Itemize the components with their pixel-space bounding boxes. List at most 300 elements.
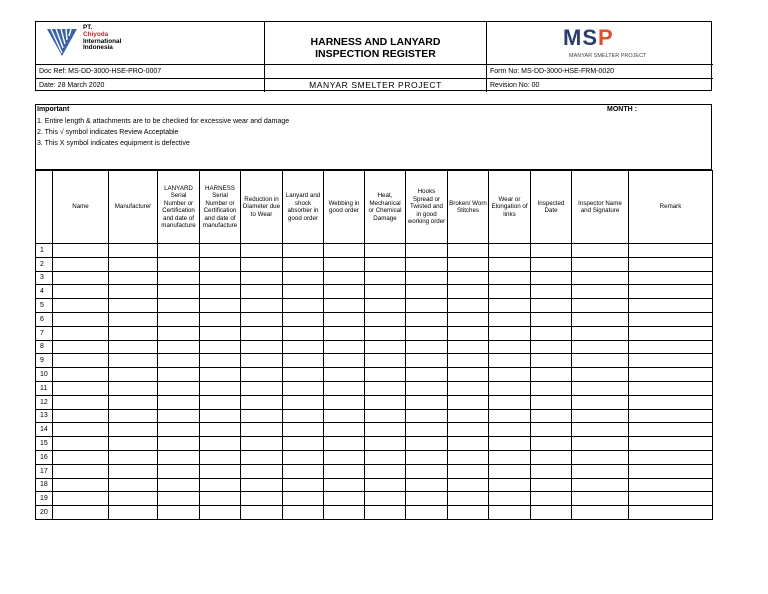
table-cell[interactable] [629, 409, 713, 423]
table-cell[interactable] [241, 326, 283, 340]
table-cell[interactable] [572, 257, 629, 271]
table-cell[interactable] [572, 450, 629, 464]
table-cell[interactable] [448, 244, 489, 258]
table-cell[interactable] [200, 423, 241, 437]
table-cell[interactable] [109, 409, 158, 423]
table-cell[interactable] [53, 354, 109, 368]
table-cell[interactable] [283, 368, 324, 382]
table-cell[interactable] [283, 478, 324, 492]
table-cell[interactable] [109, 395, 158, 409]
table-cell[interactable] [53, 437, 109, 451]
table-cell[interactable] [629, 492, 713, 506]
table-cell[interactable] [531, 381, 572, 395]
table-cell[interactable] [572, 244, 629, 258]
table-cell[interactable] [531, 409, 572, 423]
table-cell[interactable] [629, 271, 713, 285]
table-cell[interactable] [365, 381, 406, 395]
table-cell[interactable] [241, 450, 283, 464]
table-cell[interactable] [109, 271, 158, 285]
table-cell[interactable] [158, 271, 200, 285]
table-cell[interactable] [241, 492, 283, 506]
table-cell[interactable] [53, 423, 109, 437]
table-cell[interactable] [241, 464, 283, 478]
table-cell[interactable] [324, 340, 365, 354]
table-row [36, 368, 713, 382]
table-cell[interactable] [572, 312, 629, 326]
table-cell[interactable] [531, 326, 572, 340]
table-cell[interactable] [489, 271, 531, 285]
table-cell[interactable] [365, 285, 406, 299]
table-cell[interactable] [448, 506, 489, 520]
table-cell[interactable] [406, 450, 448, 464]
table-cell[interactable] [200, 257, 241, 271]
table-cell[interactable] [200, 271, 241, 285]
table-cell[interactable] [200, 464, 241, 478]
table-cell[interactable] [200, 395, 241, 409]
table-cell[interactable] [448, 271, 489, 285]
table-cell[interactable] [200, 381, 241, 395]
table-cell[interactable] [241, 423, 283, 437]
table-cell[interactable] [200, 437, 241, 451]
table-cell[interactable] [406, 312, 448, 326]
table-cell[interactable] [448, 409, 489, 423]
table-cell[interactable] [448, 299, 489, 313]
table-cell[interactable] [629, 450, 713, 464]
table-cell[interactable] [448, 478, 489, 492]
table-cell[interactable] [200, 368, 241, 382]
table-cell[interactable] [158, 437, 200, 451]
table-cell[interactable] [241, 271, 283, 285]
table-cell[interactable] [489, 478, 531, 492]
table-cell[interactable] [324, 506, 365, 520]
table-cell[interactable] [406, 285, 448, 299]
month-label: MONTH : [607, 106, 637, 113]
table-cell[interactable] [53, 492, 109, 506]
table-cell[interactable] [531, 244, 572, 258]
table-cell[interactable] [53, 257, 109, 271]
row-number: 3 [36, 271, 53, 285]
table-cell[interactable] [489, 299, 531, 313]
table-cell[interactable] [448, 354, 489, 368]
table-cell[interactable] [109, 423, 158, 437]
table-cell[interactable] [324, 423, 365, 437]
table-cell[interactable] [365, 257, 406, 271]
table-cell[interactable] [283, 271, 324, 285]
table-cell[interactable] [406, 271, 448, 285]
table-cell[interactable] [572, 271, 629, 285]
table-cell[interactable] [572, 409, 629, 423]
table-cell[interactable] [324, 395, 365, 409]
table-cell[interactable] [324, 271, 365, 285]
table-cell[interactable] [53, 368, 109, 382]
table-cell[interactable] [158, 299, 200, 313]
table-row [36, 381, 713, 395]
table-cell[interactable] [629, 312, 713, 326]
table-cell[interactable] [448, 492, 489, 506]
table-cell[interactable] [365, 437, 406, 451]
table-cell[interactable] [365, 312, 406, 326]
table-cell[interactable] [629, 340, 713, 354]
table-cell[interactable] [531, 478, 572, 492]
table-cell[interactable] [324, 285, 365, 299]
table-cell[interactable] [283, 340, 324, 354]
table-cell[interactable] [448, 285, 489, 299]
table-cell[interactable] [406, 340, 448, 354]
table-cell[interactable] [283, 354, 324, 368]
col-header-manufacturer: Manufacturer [109, 171, 158, 244]
table-cell[interactable] [572, 423, 629, 437]
table-cell[interactable] [324, 312, 365, 326]
company-logo-cell [36, 22, 265, 64]
table-cell[interactable] [365, 506, 406, 520]
table-cell[interactable] [572, 492, 629, 506]
table-cell[interactable] [572, 464, 629, 478]
table-cell[interactable] [158, 464, 200, 478]
table-cell[interactable] [53, 409, 109, 423]
table-cell[interactable] [448, 437, 489, 451]
table-cell[interactable] [489, 492, 531, 506]
table-cell[interactable] [53, 326, 109, 340]
table-cell[interactable] [365, 492, 406, 506]
table-cell[interactable] [324, 492, 365, 506]
table-cell[interactable] [572, 478, 629, 492]
table-cell[interactable] [365, 450, 406, 464]
table-cell[interactable] [531, 340, 572, 354]
table-cell[interactable] [406, 326, 448, 340]
table-cell[interactable] [572, 354, 629, 368]
table-cell[interactable] [489, 326, 531, 340]
table-cell[interactable] [406, 506, 448, 520]
table-cell[interactable] [241, 299, 283, 313]
table-cell[interactable] [406, 244, 448, 258]
table-cell[interactable] [53, 450, 109, 464]
table-cell[interactable] [489, 368, 531, 382]
table-cell[interactable] [448, 340, 489, 354]
table-cell[interactable] [448, 464, 489, 478]
table-cell[interactable] [109, 464, 158, 478]
table-cell[interactable] [572, 381, 629, 395]
table-cell[interactable] [200, 299, 241, 313]
table-body [36, 244, 713, 520]
table-cell[interactable] [531, 285, 572, 299]
table-cell[interactable] [53, 244, 109, 258]
table-cell[interactable] [448, 312, 489, 326]
table-cell[interactable] [629, 395, 713, 409]
table-cell[interactable] [489, 340, 531, 354]
table-cell[interactable] [448, 395, 489, 409]
table-cell[interactable] [283, 244, 324, 258]
table-cell[interactable] [324, 381, 365, 395]
table-cell[interactable] [158, 257, 200, 271]
table-cell[interactable] [158, 368, 200, 382]
table-cell[interactable] [629, 326, 713, 340]
table-cell[interactable] [241, 257, 283, 271]
table-cell[interactable] [531, 312, 572, 326]
table-cell[interactable] [283, 464, 324, 478]
table-cell[interactable] [489, 312, 531, 326]
table-cell[interactable] [109, 340, 158, 354]
table-cell[interactable] [629, 354, 713, 368]
table-cell[interactable] [448, 368, 489, 382]
table-cell[interactable] [365, 395, 406, 409]
table-cell[interactable] [283, 326, 324, 340]
table-cell[interactable] [109, 354, 158, 368]
table-cell[interactable] [53, 506, 109, 520]
table-cell[interactable] [406, 478, 448, 492]
table-cell[interactable] [53, 285, 109, 299]
table-cell[interactable] [531, 492, 572, 506]
table-cell[interactable] [365, 299, 406, 313]
table-cell[interactable] [158, 409, 200, 423]
row-number: 19 [36, 492, 53, 506]
table-cell[interactable] [406, 437, 448, 451]
table-cell[interactable] [200, 450, 241, 464]
table-cell[interactable] [406, 409, 448, 423]
table-cell[interactable] [200, 354, 241, 368]
table-cell[interactable] [53, 340, 109, 354]
table-cell[interactable] [572, 340, 629, 354]
table-cell[interactable] [200, 244, 241, 258]
table-cell[interactable] [324, 244, 365, 258]
table-row [36, 326, 713, 340]
row-number: 12 [36, 395, 53, 409]
table-cell[interactable] [365, 354, 406, 368]
table-cell[interactable] [241, 409, 283, 423]
table-cell[interactable] [109, 312, 158, 326]
table-cell[interactable] [365, 423, 406, 437]
table-cell[interactable] [109, 506, 158, 520]
table-cell[interactable] [109, 492, 158, 506]
table-cell[interactable] [324, 299, 365, 313]
table-cell[interactable] [109, 299, 158, 313]
table-cell[interactable] [448, 450, 489, 464]
table-cell[interactable] [489, 437, 531, 451]
table-cell[interactable] [531, 368, 572, 382]
table-cell[interactable] [406, 395, 448, 409]
table-cell[interactable] [448, 257, 489, 271]
table-cell[interactable] [629, 368, 713, 382]
table-cell[interactable] [283, 285, 324, 299]
msp-logo: MSP [563, 25, 614, 50]
table-cell[interactable] [109, 450, 158, 464]
table-cell[interactable] [324, 368, 365, 382]
table-cell[interactable] [489, 285, 531, 299]
table-cell[interactable] [283, 437, 324, 451]
table-cell[interactable] [53, 312, 109, 326]
table-cell[interactable] [365, 368, 406, 382]
table-cell[interactable] [283, 450, 324, 464]
table-cell[interactable] [109, 381, 158, 395]
table-cell[interactable] [406, 423, 448, 437]
table-cell[interactable] [283, 506, 324, 520]
table-cell[interactable] [241, 340, 283, 354]
table-cell[interactable] [109, 257, 158, 271]
table-cell[interactable] [531, 506, 572, 520]
table-cell[interactable] [109, 326, 158, 340]
table-cell[interactable] [572, 326, 629, 340]
table-cell[interactable] [200, 312, 241, 326]
document-header [35, 21, 712, 91]
table-cell[interactable] [489, 409, 531, 423]
table-cell[interactable] [531, 464, 572, 478]
table-cell[interactable] [406, 257, 448, 271]
table-cell[interactable] [489, 244, 531, 258]
table-cell[interactable] [572, 368, 629, 382]
table-cell[interactable] [531, 354, 572, 368]
table-cell[interactable] [200, 506, 241, 520]
table-cell[interactable] [365, 464, 406, 478]
table-cell[interactable] [53, 478, 109, 492]
table-cell[interactable] [406, 464, 448, 478]
table-cell[interactable] [365, 478, 406, 492]
table-cell[interactable] [109, 478, 158, 492]
table-cell[interactable] [629, 299, 713, 313]
table-cell[interactable] [531, 271, 572, 285]
table-cell[interactable] [406, 354, 448, 368]
table-cell[interactable] [283, 381, 324, 395]
col-header-diameter-reduction: Reduction in Diameter due to Wear [241, 171, 283, 244]
table-cell[interactable] [53, 271, 109, 285]
table-cell[interactable] [158, 506, 200, 520]
table-cell[interactable] [241, 478, 283, 492]
table-cell[interactable] [241, 285, 283, 299]
table-cell[interactable] [629, 506, 713, 520]
table-cell[interactable] [489, 423, 531, 437]
table-cell[interactable] [531, 299, 572, 313]
table-cell[interactable] [489, 506, 531, 520]
table-cell[interactable] [448, 326, 489, 340]
table-cell[interactable] [109, 368, 158, 382]
table-cell[interactable] [283, 423, 324, 437]
table-cell[interactable] [283, 299, 324, 313]
table-cell[interactable] [53, 381, 109, 395]
table-cell[interactable] [109, 285, 158, 299]
table-cell[interactable] [241, 354, 283, 368]
table-cell[interactable] [241, 437, 283, 451]
table-cell[interactable] [158, 492, 200, 506]
table-cell[interactable] [365, 340, 406, 354]
table-cell[interactable] [241, 395, 283, 409]
table-cell[interactable] [283, 409, 324, 423]
table-cell[interactable] [53, 464, 109, 478]
table-cell[interactable] [109, 244, 158, 258]
table-cell[interactable] [406, 381, 448, 395]
table-cell[interactable] [283, 395, 324, 409]
table-row [36, 285, 713, 299]
table-cell[interactable] [531, 437, 572, 451]
table-cell[interactable] [572, 395, 629, 409]
table-cell[interactable] [531, 257, 572, 271]
table-cell[interactable] [489, 381, 531, 395]
table-cell[interactable] [158, 340, 200, 354]
table-cell[interactable] [531, 450, 572, 464]
table-cell[interactable] [200, 285, 241, 299]
table-cell[interactable] [448, 423, 489, 437]
table-cell[interactable] [324, 257, 365, 271]
table-cell[interactable] [241, 381, 283, 395]
table-cell[interactable] [324, 478, 365, 492]
table-cell[interactable] [572, 285, 629, 299]
table-cell[interactable] [448, 381, 489, 395]
table-cell[interactable] [365, 271, 406, 285]
table-cell[interactable] [283, 312, 324, 326]
table-row [36, 464, 713, 478]
table-cell[interactable] [283, 257, 324, 271]
table-cell[interactable] [629, 423, 713, 437]
table-cell[interactable] [365, 326, 406, 340]
table-cell[interactable] [200, 492, 241, 506]
table-cell[interactable] [324, 326, 365, 340]
table-cell[interactable] [531, 395, 572, 409]
table-cell[interactable] [324, 437, 365, 451]
table-cell[interactable] [241, 506, 283, 520]
table-cell[interactable] [200, 326, 241, 340]
table-cell[interactable] [365, 244, 406, 258]
company-name: PT. Chiyoda International Indonesia [83, 24, 122, 52]
table-cell[interactable] [489, 464, 531, 478]
table-cell[interactable] [629, 381, 713, 395]
table-cell[interactable] [572, 437, 629, 451]
table-cell[interactable] [200, 478, 241, 492]
table-cell[interactable] [489, 395, 531, 409]
table-cell[interactable] [158, 354, 200, 368]
table-cell[interactable] [53, 299, 109, 313]
table-cell[interactable] [324, 464, 365, 478]
table-cell[interactable] [283, 492, 324, 506]
table-cell[interactable] [629, 437, 713, 451]
table-cell[interactable] [158, 381, 200, 395]
table-header-row [36, 171, 713, 244]
table-cell[interactable] [241, 312, 283, 326]
table-cell[interactable] [158, 395, 200, 409]
table-cell[interactable] [241, 368, 283, 382]
table-cell[interactable] [241, 244, 283, 258]
table-cell[interactable] [324, 409, 365, 423]
table-row [36, 395, 713, 409]
table-cell[interactable] [324, 354, 365, 368]
table-cell[interactable] [489, 450, 531, 464]
table-cell[interactable] [200, 409, 241, 423]
table-cell[interactable] [324, 450, 365, 464]
table-cell[interactable] [629, 285, 713, 299]
table-cell[interactable] [629, 244, 713, 258]
table-cell[interactable] [489, 257, 531, 271]
table-cell[interactable] [158, 423, 200, 437]
table-cell[interactable] [200, 340, 241, 354]
table-cell[interactable] [53, 395, 109, 409]
table-cell[interactable] [629, 257, 713, 271]
table-cell[interactable] [158, 244, 200, 258]
important-title: Important [37, 106, 70, 113]
table-cell[interactable] [406, 299, 448, 313]
table-cell[interactable] [489, 354, 531, 368]
blank-cell [265, 65, 487, 78]
table-cell[interactable] [158, 450, 200, 464]
table-cell[interactable] [109, 437, 158, 451]
table-cell[interactable] [629, 478, 713, 492]
table-cell[interactable] [629, 464, 713, 478]
table-cell[interactable] [406, 492, 448, 506]
table-cell[interactable] [406, 368, 448, 382]
table-cell[interactable] [572, 506, 629, 520]
table-cell[interactable] [572, 299, 629, 313]
table-cell[interactable] [158, 326, 200, 340]
table-cell[interactable] [158, 285, 200, 299]
table-cell[interactable] [365, 409, 406, 423]
table-cell[interactable] [158, 312, 200, 326]
table-cell[interactable] [531, 423, 572, 437]
table-cell[interactable] [158, 478, 200, 492]
